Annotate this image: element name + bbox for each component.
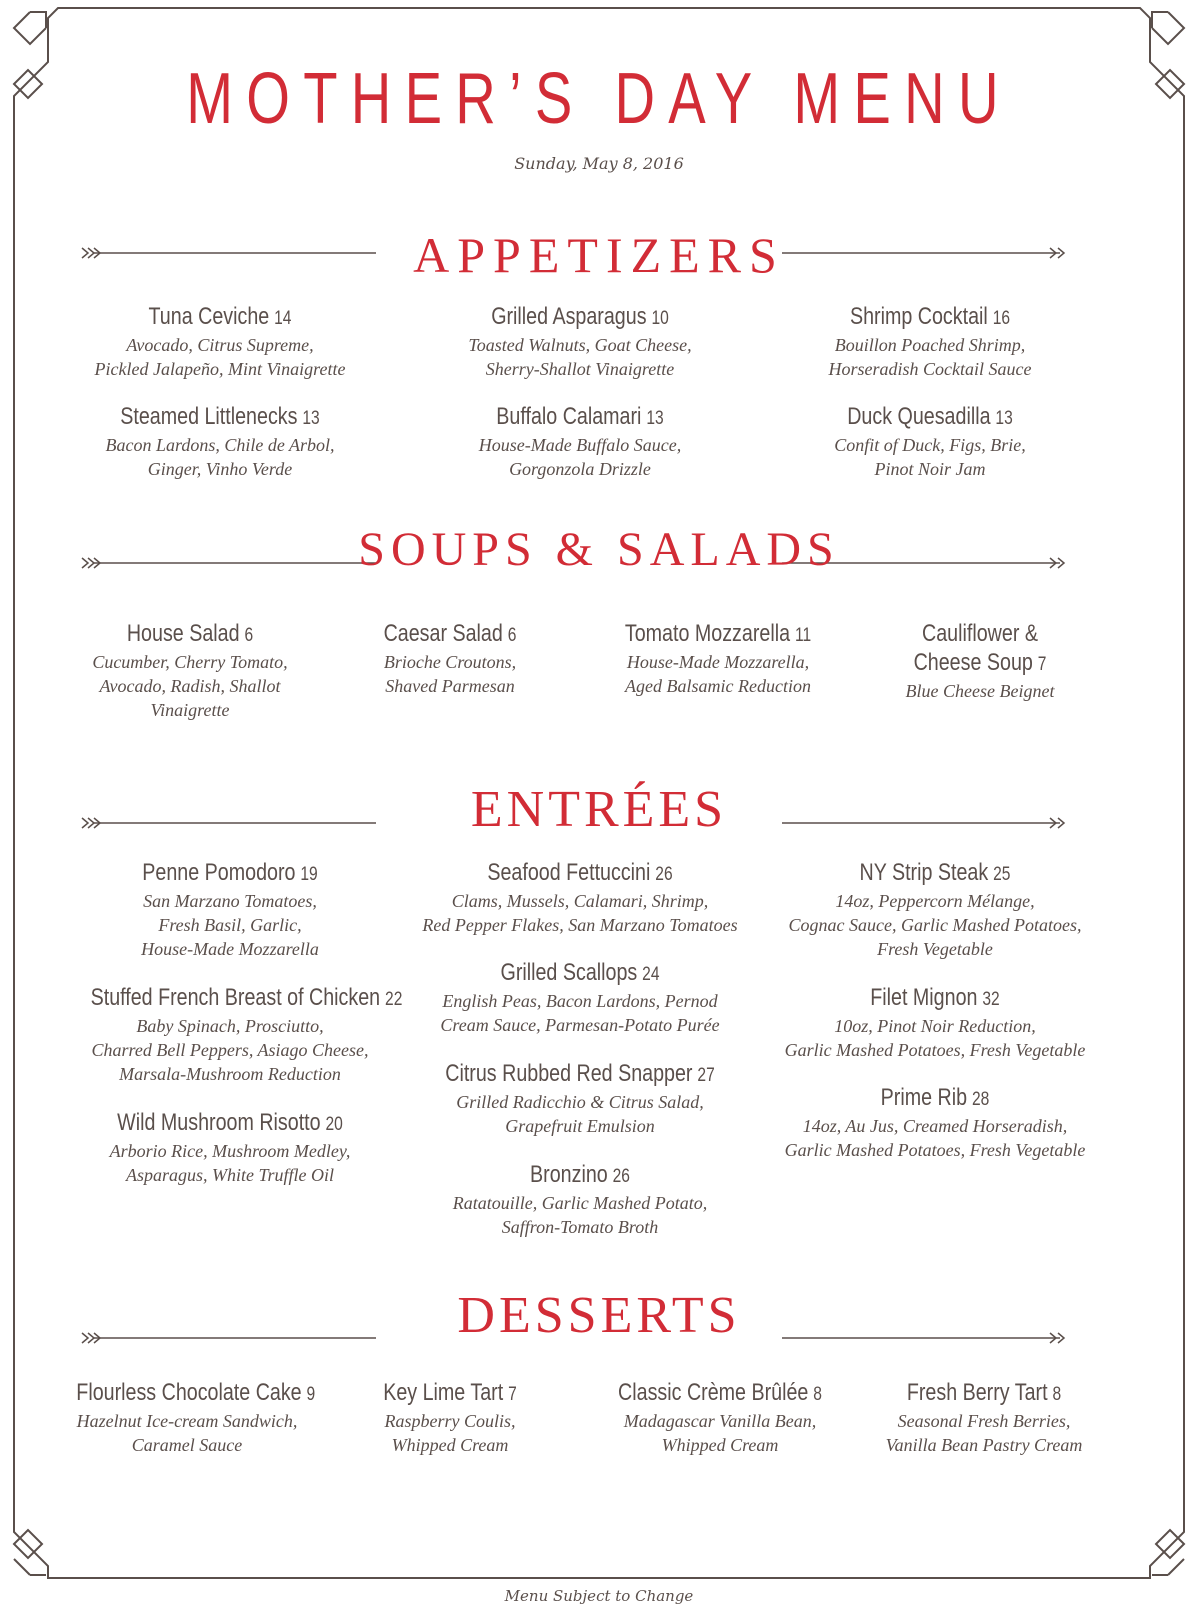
menu-item: [60, 983, 403, 1086]
item-name: Grilled Asparagus 10: [491, 303, 669, 330]
item-desc: 14oz, Peppercorn Mélange,: [835, 891, 1035, 911]
item-name: Caesar Salad 6: [383, 620, 517, 647]
section-title-desserts: DESSERTS: [457, 1287, 741, 1344]
section-title-soups-salads: SOUPS & SALADS: [358, 523, 840, 576]
item-desc: 14oz, Au Jus, Creamed Horseradish,: [802, 1116, 1068, 1136]
menu-item: [765, 858, 1105, 961]
item-desc: Cucumber, Cherry Tomato,: [92, 652, 288, 672]
item-desc: 10oz, Pinot Noir Reduction,: [834, 1016, 1036, 1036]
item-desc: House-Made Mozzarella,: [626, 652, 810, 672]
item-name: Cheese Soup 7: [913, 649, 1047, 676]
menu-item: [860, 619, 1100, 703]
item-desc: San Marzano Tomatoes,: [143, 891, 317, 911]
item-desc: Fresh Basil, Garlic,: [158, 915, 302, 935]
item-price: 11: [794, 625, 812, 646]
item-desc: Vanilla Bean Pastry Cream: [885, 1435, 1083, 1455]
item-name: Penne Pomodoro 19: [142, 859, 318, 886]
item-name: Tuna Ceviche 14: [148, 303, 292, 330]
menu-item: [765, 983, 1105, 1062]
item-desc: English Peas, Bacon Lardons, Pernod: [442, 991, 718, 1011]
item-name: NY Strip Steak 25: [859, 859, 1011, 886]
item-desc: Cream Sauce, Parmesan-Potato Purée: [440, 1015, 720, 1035]
item-desc: Avocado, Radish, Shallot: [99, 676, 281, 696]
item-price: 26: [612, 1166, 630, 1187]
item-desc: Brioche Croutons,: [383, 652, 517, 672]
menu-footer-note: Menu Subject to Change: [504, 1587, 694, 1605]
item-price: 8: [813, 1384, 822, 1405]
item-desc: Arborio Rice, Mushroom Medley,: [109, 1141, 351, 1161]
item-desc: Blue Cheese Beignet: [905, 681, 1055, 701]
item-name: Buffalo Calamari 13: [496, 403, 664, 430]
item-name: Wild Mushroom Risotto 20: [117, 1109, 343, 1136]
item-price: 19: [300, 864, 318, 885]
menu-item: [858, 1378, 1110, 1457]
item-desc: Clams, Mussels, Calamari, Shrimp,: [451, 891, 709, 911]
item-name: Classic Crème Brûlée 8: [618, 1379, 822, 1406]
item-price: 28: [971, 1089, 990, 1110]
menu-item: [765, 1083, 1105, 1162]
item-desc: Sherry-Shallot Vinaigrette: [485, 359, 675, 379]
menu-item: [590, 1378, 850, 1457]
item-desc: Saffron-Tomato Broth: [501, 1217, 659, 1237]
menu-item: [410, 1059, 750, 1138]
item-price: 7: [1037, 654, 1047, 675]
item-price: 16: [992, 308, 1011, 329]
item-desc: Pickled Jalapeño, Mint Vinaigrette: [94, 359, 346, 379]
item-desc: Seasonal Fresh Berries,: [897, 1411, 1071, 1431]
item-price: 13: [646, 408, 664, 429]
item-price: 7: [508, 1384, 517, 1405]
item-desc: Bouillon Poached Shrimp,: [834, 335, 1026, 355]
item-name: Prime Rib 28: [880, 1084, 990, 1111]
item-price: 10: [651, 308, 669, 329]
item-name: Grilled Scallops 24: [500, 959, 660, 986]
item-desc: Aged Balsamic Reduction: [625, 676, 811, 696]
item-price: 13: [302, 408, 320, 429]
item-desc: Garlic Mashed Potatoes, Fresh Vegetable: [784, 1140, 1086, 1160]
menu-item: [410, 858, 750, 937]
menu-item: [770, 302, 1090, 381]
item-price: 32: [982, 989, 1000, 1010]
item-desc: Asparagus, White Truffle Oil: [125, 1165, 334, 1185]
item-name: House Salad 6: [126, 620, 254, 647]
item-desc: Avocado, Citrus Supreme,: [126, 335, 314, 355]
item-name: Stuffed French Breast of Chicken 22: [90, 984, 403, 1011]
item-desc: Vinaigrette: [150, 700, 230, 720]
item-price: 27: [697, 1065, 715, 1086]
menu-item: [420, 402, 740, 481]
item-price: 8: [1052, 1384, 1062, 1405]
item-desc: Shaved Parmesan: [385, 676, 515, 696]
menu-item: [330, 1378, 570, 1457]
item-price: 20: [325, 1114, 343, 1135]
item-desc: Whipped Cream: [661, 1435, 779, 1455]
item-name: Tomato Mozzarella 11: [624, 620, 812, 647]
item-name: Steamed Littlenecks 13: [120, 403, 320, 430]
menu-item: [60, 619, 320, 722]
item-desc: Baby Spinach, Prosciutto,: [136, 1016, 324, 1036]
item-desc: Red Pepper Flakes, San Marzano Tomatoes: [422, 915, 738, 935]
menu-item: [60, 402, 380, 481]
menu-date: Sunday, May 8, 2016: [514, 154, 684, 173]
item-price: 26: [655, 864, 673, 885]
item-desc: Grilled Radicchio & Citrus Salad,: [456, 1092, 704, 1112]
menu-item: [770, 402, 1090, 481]
item-desc: Whipped Cream: [391, 1435, 509, 1455]
item-desc: Charred Bell Peppers, Asiago Cheese,: [91, 1040, 369, 1060]
item-desc: Pinot Noir Jam: [874, 459, 986, 479]
section-title-appetizers: APPETIZERS: [413, 227, 785, 283]
item-name: Duck Quesadilla 13: [847, 403, 1013, 430]
item-price: 24: [642, 964, 660, 985]
menu-item: [588, 619, 848, 698]
item-name: Filet Mignon 32: [870, 984, 1000, 1011]
menu-item: [410, 1160, 750, 1239]
item-desc: House-Made Mozzarella: [141, 939, 319, 959]
menu-item: [420, 302, 740, 381]
item-price: 25: [993, 864, 1011, 885]
item-name: Bronzino 26: [530, 1161, 630, 1188]
menu-item: [60, 302, 380, 381]
item-price: 22: [385, 989, 403, 1010]
item-price: 14: [274, 308, 292, 329]
item-desc: Caramel Sauce: [131, 1435, 243, 1455]
menu-item: [60, 1108, 400, 1187]
item-price: 9: [306, 1384, 316, 1405]
menu-item: [330, 619, 570, 698]
item-price: 6: [244, 625, 254, 646]
item-desc: Grapefruit Emulsion: [505, 1116, 655, 1136]
item-name: Citrus Rubbed Red Snapper 27: [445, 1060, 715, 1087]
item-name: Key Lime Tart 7: [383, 1379, 517, 1406]
item-name: Cauliflower &: [922, 620, 1038, 647]
item-name: Fresh Berry Tart 8: [906, 1379, 1062, 1406]
item-desc: House-Made Buffalo Sauce,: [478, 435, 682, 455]
item-desc: Ginger, Vinho Verde: [147, 459, 293, 479]
item-price: 13: [995, 408, 1013, 429]
item-price: 6: [507, 625, 517, 646]
item-desc: Raspberry Coulis,: [384, 1411, 516, 1431]
item-name: Shrimp Cocktail 16: [849, 303, 1011, 330]
menu-item: [60, 858, 400, 961]
item-desc: Madagascar Vanilla Bean,: [623, 1411, 817, 1431]
item-desc: Garlic Mashed Potatoes, Fresh Vegetable: [784, 1040, 1086, 1060]
item-desc: Hazelnut Ice-cream Sandwich,: [76, 1411, 298, 1431]
item-desc: Cognac Sauce, Garlic Mashed Potatoes,: [788, 915, 1082, 935]
item-desc: Bacon Lardons, Chile de Arbol,: [105, 435, 335, 455]
item-desc: Ratatouille, Garlic Mashed Potato,: [452, 1193, 708, 1213]
item-name: Flourless Chocolate Cake 9: [76, 1379, 316, 1406]
item-desc: Marsala-Mushroom Reduction: [119, 1064, 341, 1084]
item-desc: Fresh Vegetable: [877, 939, 993, 959]
section-title-entrees: ENTRÉES: [470, 781, 728, 838]
item-desc: Toasted Walnuts, Goat Cheese,: [468, 335, 692, 355]
item-desc: Confit of Duck, Figs, Brie,: [834, 435, 1026, 455]
item-desc: Gorgonzola Drizzle: [509, 459, 651, 479]
menu-title: MOTHER’S DAY MENU: [186, 59, 1012, 139]
menu-item: [410, 958, 750, 1037]
menu-item: [52, 1378, 322, 1457]
item-name: Seafood Fettuccini 26: [487, 859, 673, 886]
item-desc: Horseradish Cocktail Sauce: [828, 359, 1032, 379]
